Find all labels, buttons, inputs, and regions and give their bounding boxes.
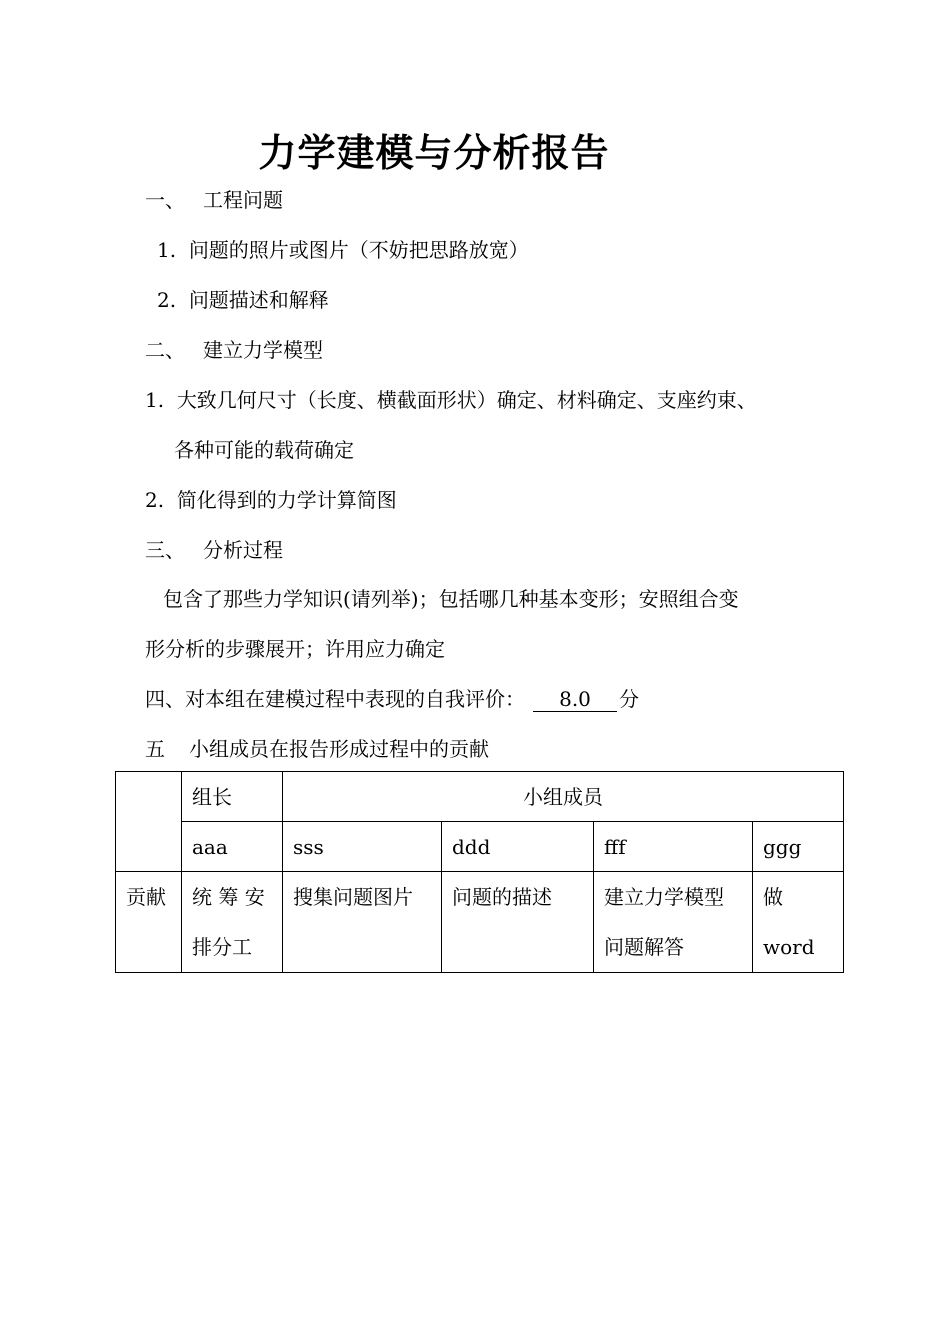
contribution-cell (182, 872, 283, 973)
table-names-row (116, 822, 844, 872)
section-3-paragraph-line-2: 形分析的步骤展开；许用应力确定 (145, 637, 445, 661)
contribution-line: 问题解答 (604, 935, 684, 959)
contribution-cell (594, 872, 753, 973)
section-5-number: 五 (145, 737, 165, 761)
section-1-title: 工程问题 (203, 188, 283, 212)
contribution-cell (283, 872, 442, 973)
item-text: 问题的照片或图片（不妨把思路放宽） (188, 238, 529, 262)
name-cell: aaa (182, 822, 283, 872)
section-1-number: 一、 (145, 188, 185, 212)
contribution-table (115, 771, 844, 973)
item-number: 1. (157, 238, 177, 262)
item-number: 2. (157, 288, 177, 312)
name-cell: sss (283, 822, 442, 872)
members-header-cell: 小组成员 (283, 772, 844, 822)
section-2-title: 建立力学模型 (203, 338, 323, 362)
section-2-heading (145, 337, 323, 363)
section-2-item-1-line-1 (145, 387, 757, 413)
section-5-title: 小组成员在报告形成过程中的贡献 (189, 737, 489, 761)
section-5-heading (145, 736, 489, 762)
section-4-self-evaluation (145, 686, 639, 712)
item-text: 大致几何尺寸（长度、横截面形状）确定、材料确定、支座约束、 (176, 388, 757, 412)
item-number: 2. (145, 488, 165, 512)
section-1-item-1 (157, 237, 529, 263)
name-cell: ggg (753, 822, 844, 872)
score-unit: 分 (619, 687, 639, 711)
section-4-text: 四、对本组在建模过程中表现的自我评价： (145, 687, 525, 711)
contribution-cell (753, 872, 844, 973)
section-3-paragraph-line-1: 包含了那些力学知识(请列举)；包括哪几种基本变形；安照组合变 (163, 587, 739, 611)
item-text: 问题描述和解释 (188, 288, 329, 312)
section-2-number: 二、 (145, 338, 185, 362)
contribution-cell (442, 872, 594, 973)
item-number: 1. (145, 388, 165, 412)
name-cell: fff (594, 822, 753, 872)
contribution-line: 排分工 (192, 935, 252, 959)
section-1-heading (145, 187, 283, 213)
section-3-title: 分析过程 (203, 538, 283, 562)
section-2-item-2 (145, 487, 397, 513)
contribution-line: 做 word (763, 885, 815, 959)
section-3-heading (145, 537, 283, 563)
row-label-cell: 贡献 (116, 872, 182, 973)
section-3-number: 三、 (145, 538, 185, 562)
section-1-item-2 (157, 287, 329, 313)
table-header-row (116, 772, 844, 822)
contribution-line: 搜集问题图片 (293, 885, 413, 909)
document-title: 力学建模与分析报告 (258, 131, 610, 175)
leader-header-cell: 组长 (182, 772, 283, 822)
empty-corner-cell (116, 772, 182, 872)
item-text: 简化得到的力学计算简图 (176, 488, 397, 512)
contribution-line: 建立力学模型 (604, 885, 724, 909)
contribution-line: 问题的描述 (452, 885, 552, 909)
name-cell: ddd (442, 822, 594, 872)
table-contribution-row (116, 872, 844, 973)
section-2-item-1-line-2: 各种可能的载荷确定 (174, 438, 354, 462)
score-value: 8.0 (533, 687, 617, 712)
contribution-line: 统 筹 安 (192, 885, 265, 909)
